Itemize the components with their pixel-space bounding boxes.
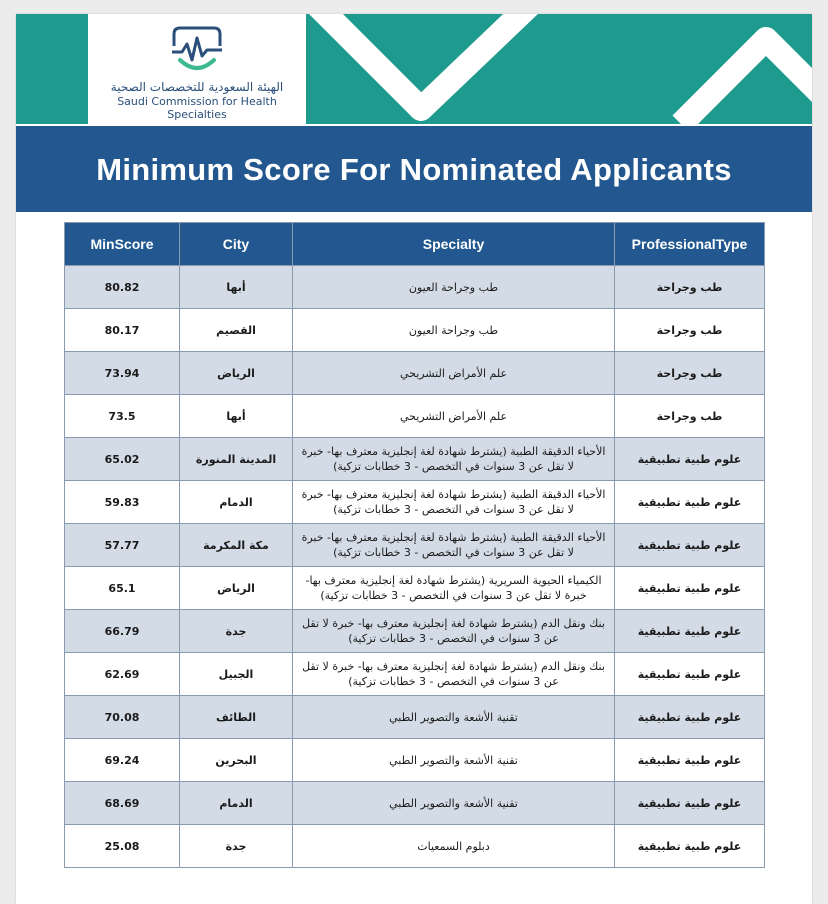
table-row	[65, 352, 765, 395]
cell-city: المدينة المنورة	[180, 438, 293, 481]
cell-specialty: بنك ونقل الدم (يشترط شهادة لغة إنجليزية معترف بها- خبرة لا تقل عن 3 سنوات في التخصص - 3 خطابات تزكية)	[293, 610, 615, 653]
cell-min-score: 66.79	[65, 610, 180, 653]
cell-professional-type: طب وجراحة	[615, 352, 765, 395]
cell-specialty: الكيمياء الحيوية السريرية (يشترط شهادة لغة إنجليزية معترف بها- خبرة لا تقل عن 3 سنوات في التخصص - 3 خطابات تزكية)	[293, 567, 615, 610]
table-header-row	[65, 223, 765, 266]
table-row	[65, 309, 765, 352]
cell-min-score: 57.77	[65, 524, 180, 567]
cell-professional-type: طب وجراحة	[615, 266, 765, 309]
cell-min-score: 65.1	[65, 567, 180, 610]
table-row	[65, 266, 765, 309]
cell-city: الرياض	[180, 567, 293, 610]
heartbeat-shield-icon	[166, 24, 228, 76]
cell-min-score: 59.83	[65, 481, 180, 524]
cell-min-score: 70.08	[65, 696, 180, 739]
cell-specialty: تقنية الأشعة والتصوير الطبي	[293, 782, 615, 825]
cell-city: الرياض	[180, 352, 293, 395]
min-score-table	[64, 222, 765, 868]
cell-min-score: 25.08	[65, 825, 180, 868]
cell-city: جدة	[180, 610, 293, 653]
cell-specialty: بنك ونقل الدم (يشترط شهادة لغة إنجليزية معترف بها- خبرة لا تقل عن 3 سنوات في التخصص - 3 خطابات تزكية)	[293, 653, 615, 696]
table-row	[65, 696, 765, 739]
cell-specialty: الأحياء الدقيقة الطبية (يشترط شهادة لغة إنجليزية معترف بها- خبرة لا تقل عن 3 سنوات في التخصص - 3 خطابات تزكية)	[293, 438, 615, 481]
cell-min-score: 73.94	[65, 352, 180, 395]
column-header-minscore: MinScore	[65, 223, 180, 266]
table-row	[65, 567, 765, 610]
cell-city: مكة المكرمة	[180, 524, 293, 567]
table-row	[65, 481, 765, 524]
column-header-specialty: Specialty	[293, 223, 615, 266]
cell-professional-type: علوم طبية تطبيقية	[615, 567, 765, 610]
cell-professional-type: علوم طبية تطبيقية	[615, 438, 765, 481]
header-teal-band-left	[16, 14, 88, 124]
cell-specialty: طب وجراحة العيون	[293, 309, 615, 352]
cell-professional-type: علوم طبية تطبيقية	[615, 825, 765, 868]
table-row	[65, 524, 765, 567]
table-row	[65, 653, 765, 696]
scfhs-logo	[88, 14, 306, 124]
cell-professional-type: طب وجراحة	[615, 395, 765, 438]
cell-city: القصيم	[180, 309, 293, 352]
cell-min-score: 65.02	[65, 438, 180, 481]
cell-min-score: 80.82	[65, 266, 180, 309]
cell-min-score: 62.69	[65, 653, 180, 696]
document-sheet	[16, 14, 812, 904]
table-row	[65, 739, 765, 782]
table-row	[65, 438, 765, 481]
title-banner	[16, 126, 812, 212]
cell-city: الجبيل	[180, 653, 293, 696]
header-teal-chevron-decoration	[306, 14, 812, 124]
table-body	[65, 266, 765, 868]
cell-specialty: الأحياء الدقيقة الطبية (يشترط شهادة لغة إنجليزية معترف بها- خبرة لا تقل عن 3 سنوات في التخصص - 3 خطابات تزكية)	[293, 481, 615, 524]
cell-city: الدمام	[180, 481, 293, 524]
cell-min-score: 80.17	[65, 309, 180, 352]
cell-professional-type: علوم طبية تطبيقية	[615, 610, 765, 653]
cell-specialty: علم الأمراض التشريحي	[293, 352, 615, 395]
org-name-arabic: الهيئة السعودية للتخصصات الصحية	[110, 80, 284, 94]
cell-professional-type: طب وجراحة	[615, 309, 765, 352]
column-header-professional-type: ProfessionalType	[615, 223, 765, 266]
cell-specialty: الأحياء الدقيقة الطبية (يشترط شهادة لغة إنجليزية معترف بها- خبرة لا تقل عن 3 سنوات في التخصص - 3 خطابات تزكية)	[293, 524, 615, 567]
cell-professional-type: علوم طبية تطبيقية	[615, 696, 765, 739]
org-name-english: Saudi Commission for Health Specialties	[117, 95, 277, 121]
cell-specialty: علم الأمراض التشريحي	[293, 395, 615, 438]
cell-professional-type: علوم طبية تطبيقية	[615, 524, 765, 567]
cell-min-score: 73.5	[65, 395, 180, 438]
cell-professional-type: علوم طبية تطبيقية	[615, 653, 765, 696]
page-title: Minimum Score For Nominated Applicants	[96, 152, 732, 187]
header	[16, 14, 812, 124]
cell-city: أبها	[180, 395, 293, 438]
cell-city: البحرين	[180, 739, 293, 782]
cell-min-score: 69.24	[65, 739, 180, 782]
table-row	[65, 610, 765, 653]
cell-specialty: طب وجراحة العيون	[293, 266, 615, 309]
cell-specialty: دبلوم السمعيات	[293, 825, 615, 868]
cell-specialty: تقنية الأشعة والتصوير الطبي	[293, 696, 615, 739]
cell-professional-type: علوم طبية تطبيقية	[615, 481, 765, 524]
cell-professional-type: علوم طبية تطبيقية	[615, 782, 765, 825]
table-row	[65, 782, 765, 825]
table-row	[65, 395, 765, 438]
cell-city: أبها	[180, 266, 293, 309]
cell-city: الدمام	[180, 782, 293, 825]
cell-professional-type: علوم طبية تطبيقية	[615, 739, 765, 782]
cell-min-score: 68.69	[65, 782, 180, 825]
table-row	[65, 825, 765, 868]
cell-specialty: تقنية الأشعة والتصوير الطبي	[293, 739, 615, 782]
cell-city: جدة	[180, 825, 293, 868]
column-header-city: City	[180, 223, 293, 266]
cell-city: الطائف	[180, 696, 293, 739]
